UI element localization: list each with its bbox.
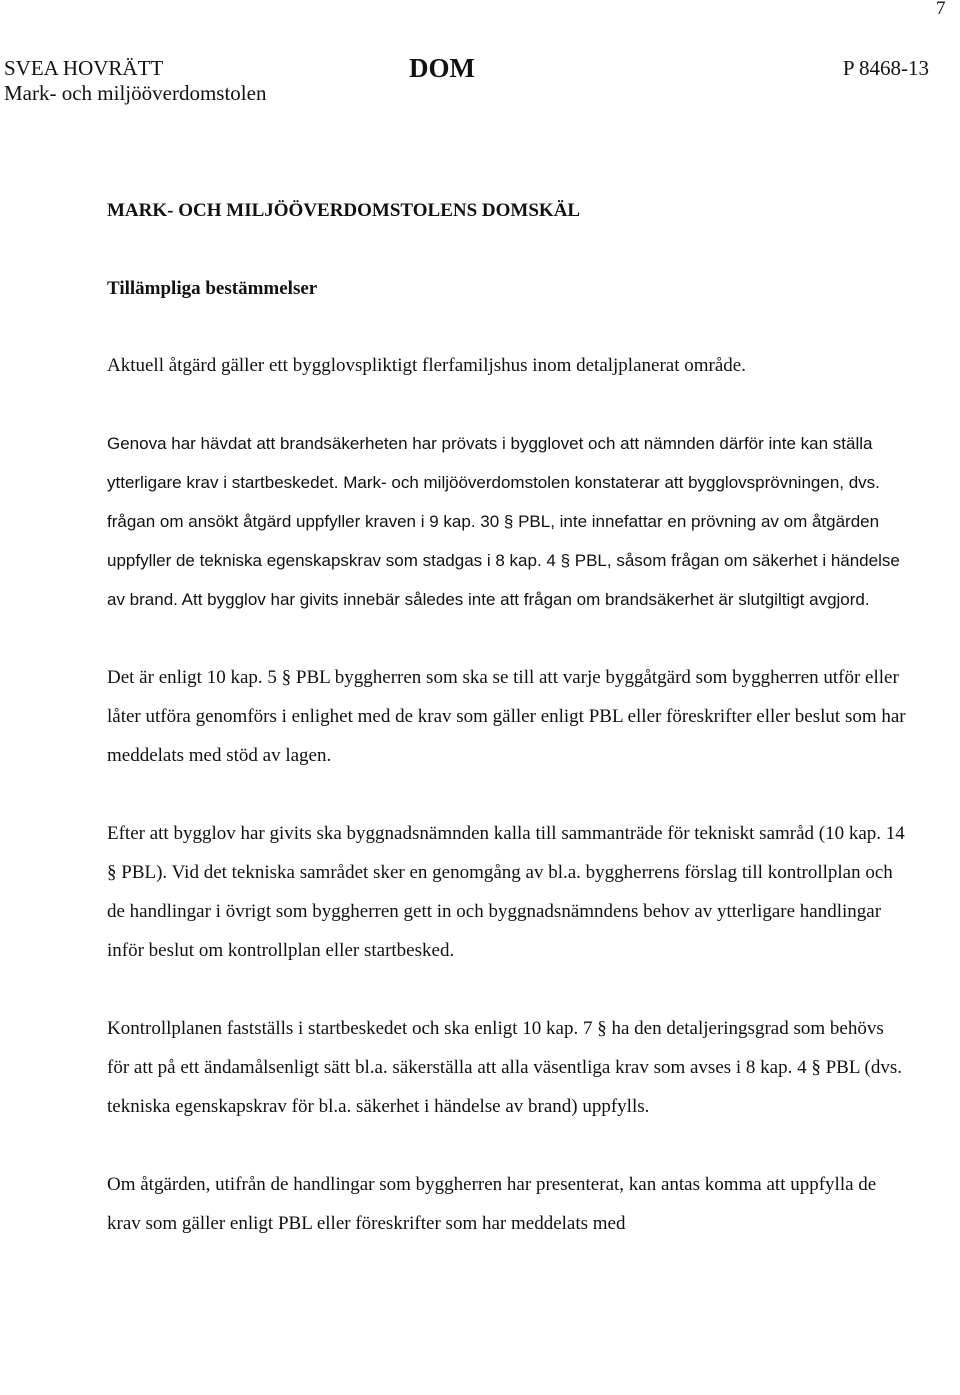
paragraph-5: Kontrollplanen fastställs i startbeskedet och ska enligt 10 kap. 7 § ha den detaljeringsgrad som behövs för att på ett ändamålsenligt sätt bl.a. säkerställa att alla väsentliga krav som avses i 8 kap. 4 § PBL (dvs. tekniska egenskapskrav för bl.a. säkerhet i händelse av brand) uppfylls. <box>107 1018 902 1117</box>
paragraph-1: Aktuell åtgärd gäller ett bygglovspliktigt flerfamiljshus inom detaljplanerat område. <box>107 355 746 376</box>
section-title: MARK- OCH MILJÖÖVERDOMSTOLENS DOMSKÄL <box>107 200 581 221</box>
court-division: Mark- och miljööverdomstolen <box>4 81 267 105</box>
paragraph-6: Om åtgärden, utifrån de handlingar som byggherren har presenterat, kan antas komma att uppfylla de krav som gäller enligt PBL eller föreskrifter som har meddelats med <box>107 1174 877 1234</box>
case-number: P 8468-13 <box>842 56 929 80</box>
paragraph-3: Det är enligt 10 kap. 5 § PBL byggherren som ska se till att varje byggåtgärd som byggherren utför eller låter utföra genomförs i enlighet med de krav som gäller enligt PBL eller föreskrifter eller beslut som har meddelats med stöd av lagen. <box>107 667 906 766</box>
document-type: DOM <box>409 53 475 83</box>
body-text <box>107 346 907 1243</box>
subheading: Tillämpliga bestämmelser <box>107 278 318 299</box>
page-number: 7 <box>936 0 946 19</box>
paragraph-4: Efter att bygglov har givits ska byggnadsnämnden kalla till sammanträde för tekniskt samråd (10 kap. 14 § PBL). Vid det tekniska samrådet sker en genomgång av bl.a. byggherrens förslag till kontrollplan och de handlingar i övrigt som byggherren gett in och byggnadsnämndens behov av ytterligare handlingar inför beslut om kontrollplan eller startbesked. <box>107 823 905 961</box>
paragraph-2: Genova har hävdat att brandsäkerheten har prövats i bygglovet och att nämnden därför inte kan ställa ytterligare krav i startbeskedet. Mark- och miljööverdomstolen konstaterar att bygglovsprövningen, dvs. frågan om ansökt åtgärd uppfyller kraven i 9 kap. 30 § PBL, inte innefattar en prövning av om åtgärden uppfyller de tekniska egenskapskrav som stadgas i 8 kap. 4 § PBL, såsom frågan om säkerhet i händelse av brand. Att bygglov har givits innebär således inte att frågan om brandsäkerhet är slutgiltigt avgjord. <box>107 434 900 609</box>
document-header <box>4 53 934 106</box>
court-name: SVEA HOVRÄTT <box>4 56 164 80</box>
